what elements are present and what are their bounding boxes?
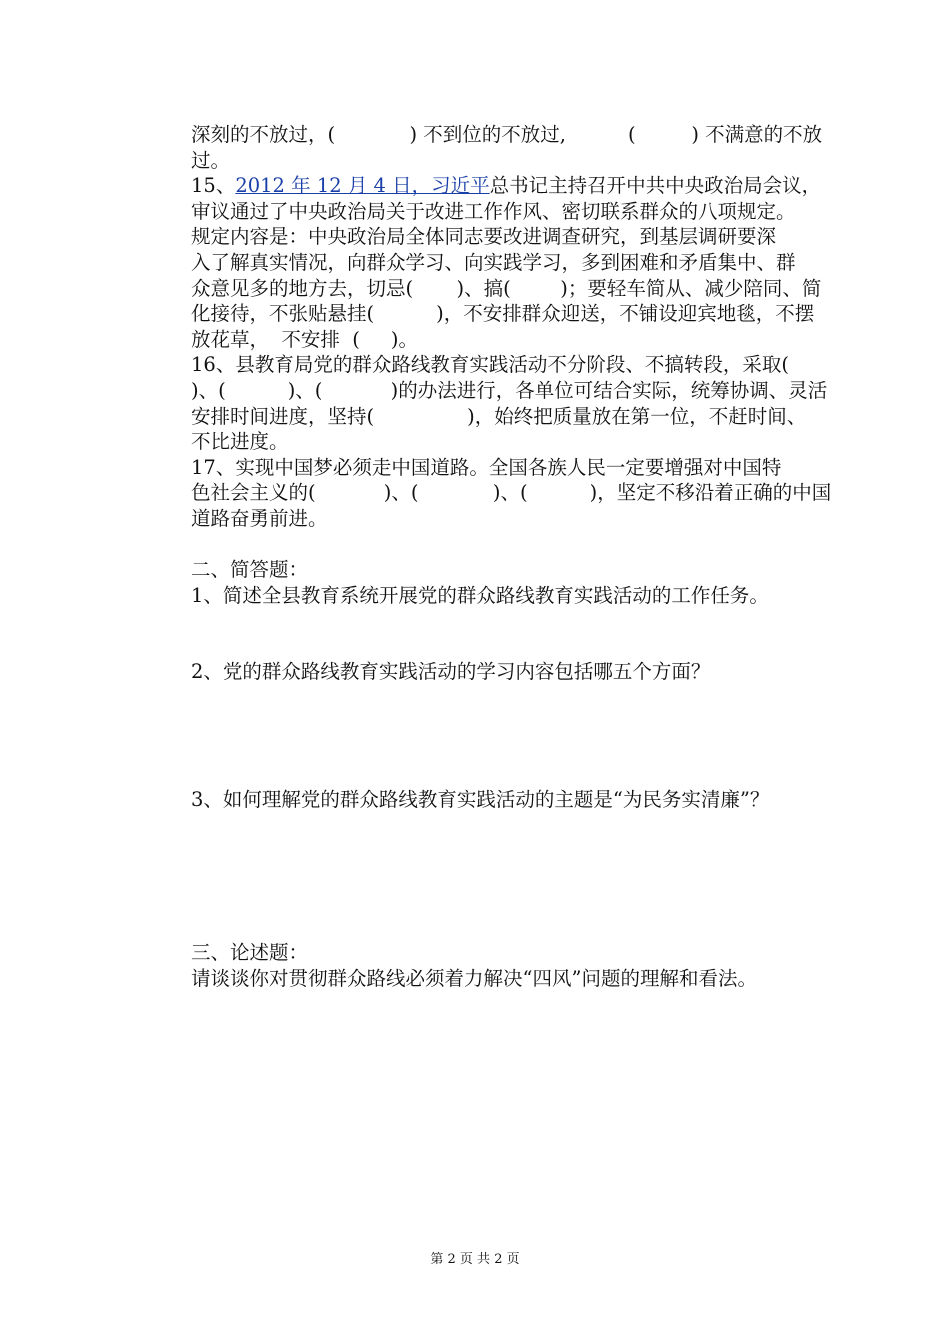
- text-line: 放花草， 不安排 ( )。: [191, 327, 419, 351]
- short-answer-heading: 二、简答题：: [191, 558, 309, 582]
- short-answer-q1: 1、简述全县教育系统开展党的群众路线教育实践活动的工作任务。: [191, 583, 769, 607]
- answer-space: [191, 608, 863, 659]
- text-line: 审议通过了中央政治局关于改进工作作风、密切联系群众的八项规定。: [191, 199, 796, 223]
- text-line: 道路奋勇前进。: [191, 506, 328, 530]
- short-answer-q3: 3、如何理解党的群众路线教育实践活动的主题是“为民务实清廉”？: [191, 787, 770, 811]
- text-line: 众意见多的地方去，切忌( )、搞( )；要轻车简从、减少陪同、简: [191, 276, 822, 300]
- page-footer: 第 2 页 共 2 页: [430, 1252, 520, 1267]
- text-line: )、( )、( )的办法进行，各单位可结合实际，统筹协调、灵活: [191, 378, 828, 402]
- document-body: [191, 122, 863, 992]
- text-line: 安排时间进度，坚持( )，始终把质量放在第一位，不赶时间、: [191, 404, 807, 428]
- text-segment: 总书记主持召开中共中央政治局会议，: [489, 174, 822, 198]
- text-line: 16、县教育局党的群众路线教育实践活动不分阶段、不搞转段，采取(: [191, 353, 789, 377]
- text-line: 深刻的不放过，( ) 不到位的不放过, ( ) 不满意的不放: [191, 123, 823, 146]
- text-line: 过。: [191, 148, 231, 172]
- spacer: [191, 532, 863, 558]
- text-line: 色社会主义的( )、( )、( )，坚定不移沿着正确的中国: [191, 481, 832, 505]
- question-15: [191, 173, 863, 352]
- text-line: [191, 173, 863, 199]
- text-line: 入了解真实情况，向群众学习、向实践学习，多到困难和矛盾集中、群: [191, 250, 796, 274]
- short-answer-q2: 2、党的群众路线教育实践活动的学习内容包括哪五个方面？: [191, 660, 711, 684]
- essay-heading: 三、论述题：: [191, 941, 309, 965]
- text-line: 规定内容是：中央政治局全体同志要改进调查研究，到基层调研要深: [191, 225, 777, 249]
- answer-space: [191, 685, 863, 787]
- question-17: [191, 455, 863, 532]
- text-line: 17、实现中国梦必须走中国道路。全国各族人民一定要增强对中国特: [191, 455, 782, 479]
- text-line: 不比进度。: [191, 430, 289, 454]
- question-14-tail: [191, 122, 863, 173]
- text-line: 化接待，不张贴悬挂( )，不安排群众迎送，不铺设迎宾地毯，不摆: [191, 302, 815, 326]
- question-16: [191, 352, 863, 454]
- question-number: 15、: [191, 174, 236, 198]
- essay-prompt: 请谈谈你对贯彻群众路线必须着力解决“四风”问题的理解和看法。: [191, 967, 757, 991]
- answer-space: [191, 812, 863, 940]
- date-link[interactable]: 2012 年 12 月 4 日，习近平: [235, 174, 490, 198]
